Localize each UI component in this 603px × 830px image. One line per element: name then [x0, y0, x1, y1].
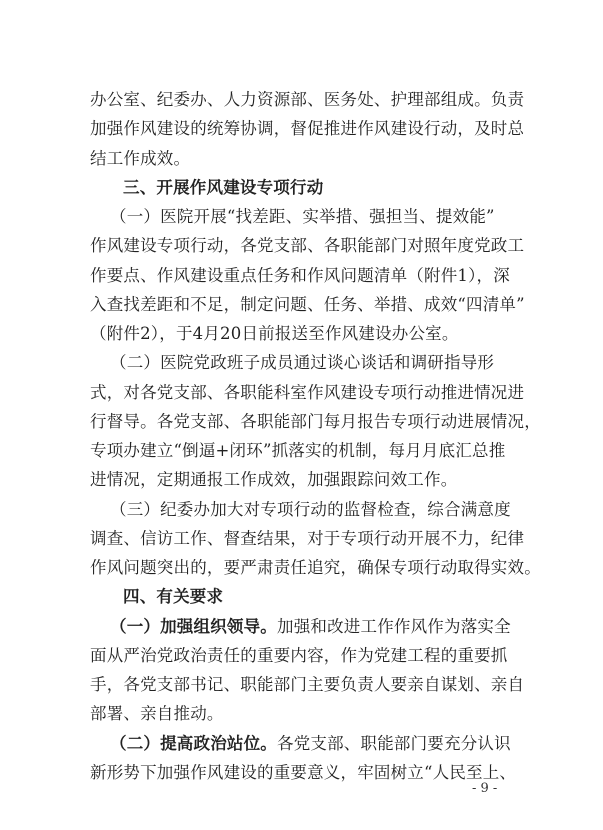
paragraph-line: 新形势下加强作风建设的重要意义，牢固树立“人民至上、 [90, 762, 517, 782]
paragraph-line: （二）医院党政班子成员通过谈心谈话和调研指导形 [110, 353, 495, 373]
paragraph-line: 作风建设专项行动，各党支部、各职能部门对照年度党政工 [90, 236, 525, 256]
page-number: - 9 - [472, 781, 498, 796]
subheading-strengthen-leadership: （一）加强组织领导。 [110, 616, 277, 636]
paragraph-line: 作风问题突出的，要严肃责任追究，确保专项行动取得实效。 [90, 558, 541, 577]
paragraph-line: 手，各党支部书记、职能部门主要负责人要亲自谋划、亲自 [90, 675, 525, 694]
paragraph-line: 结工作成效。 [90, 148, 191, 168]
paragraph-line: 入查找差距和不足，制定问题、任务、举措、成效“四清单” [90, 294, 525, 314]
paragraph-text: 加强和改进工作作风作为落实全 [277, 616, 511, 636]
paragraph-line [110, 616, 603, 638]
paragraph-line: 作要点、作风建设重点任务和作风问题清单（附件1），深 [90, 265, 510, 285]
paragraph-line: 进情况，定期通报工作成效，加强跟踪问效工作。 [90, 470, 458, 490]
paragraph-line: 行督导。各党支部、各职能部门每月报告专项行动进展情况， [90, 411, 541, 431]
subheading-political-stance: （二）提高政治站位。 [110, 733, 277, 753]
section-heading-3: 三、开展作风建设专项行动 [123, 177, 324, 197]
paragraph-line: 式，对各党支部、各职能科室作风建设专项行动推进情况进 [90, 382, 525, 402]
paragraph-line: 加强作风建设的统筹协调，督促推进作风建设行动，及时总 [90, 119, 525, 139]
paragraph-line: 办公室、纪委办、人力资源部、医务处、护理部组成。负责 [90, 90, 525, 109]
paragraph-line: 部署、亲自推动。 [90, 704, 224, 724]
section-heading-4: 四、有关要求 [123, 587, 224, 607]
paragraph-line: 调查、信访工作、督查结果，对于专项行动开展不力，纪律 [90, 528, 525, 548]
paragraph-line: （附件2），于4月20日前报送至作风建设办公室。 [90, 324, 459, 343]
paragraph-line: 专项办建立“倒逼+闭环”抓落实的机制，每月月底汇总推 [90, 441, 506, 460]
paragraph-text: 各党支部、职能部门要充分认识 [277, 733, 511, 753]
paragraph-line [110, 733, 603, 755]
paragraph-line: （三）纪委办加大对专项行动的监督检查，综合满意度 [110, 499, 511, 519]
paragraph-line: （一）医院开展“找差距、实举措、强担当、提效能” [110, 207, 495, 226]
paragraph-line: 面从严治党政治责任的重要内容，作为党建工程的重要抓 [90, 645, 508, 665]
